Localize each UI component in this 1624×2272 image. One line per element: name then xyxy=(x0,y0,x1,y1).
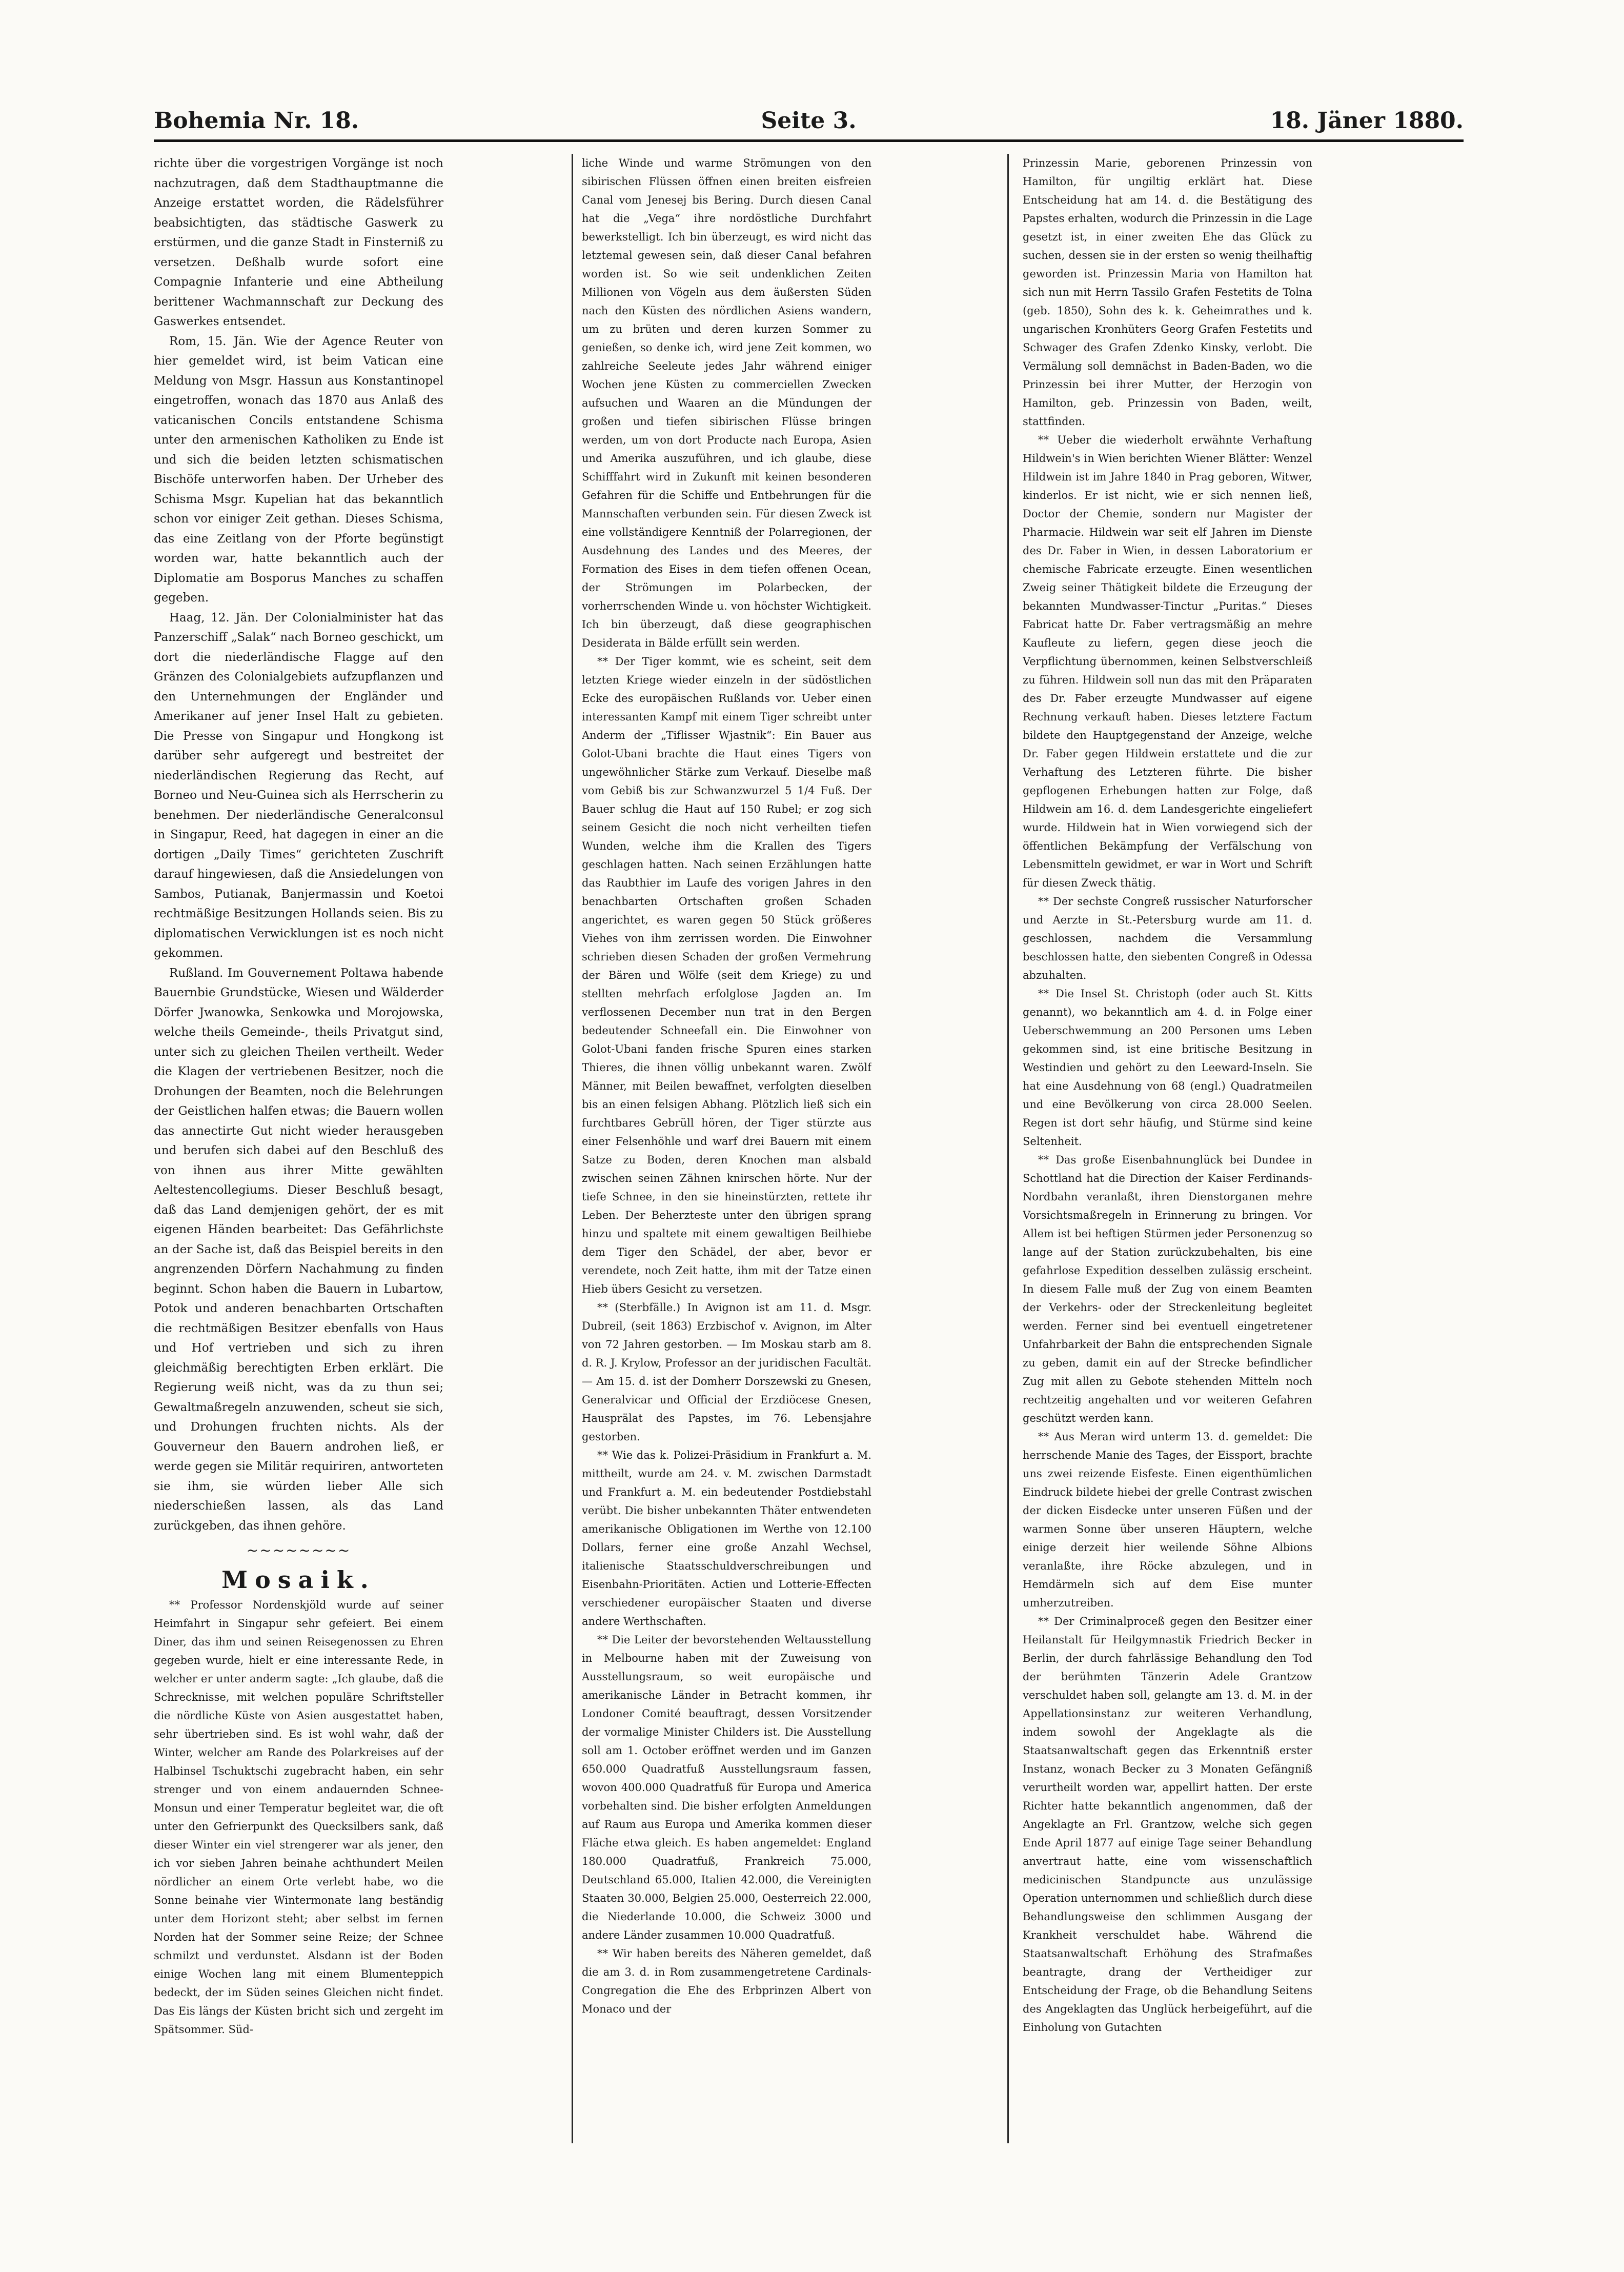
article-paragraph: richte über die vorgestrigen Vorgänge ist noch nachzutragen, daß dem Stadthauptmanne die Anzeige erstattet worden, die Rädelsführer beabsichtigten, das städtische Gaswerk zu erstürmen, und die ganze Stadt in Finsterniß zu versetzen. Deßhalb wurde sofort eine Compagnie Infanterie und eine Abtheilung berittener Wachmannschaft zur Deckung des Gaswerkes entsendet. xyxy=(154,157,443,328)
article-paragraph: ** Aus Meran wird unterm 13. d. gemeldet: Die herrschende Manie des Tages, der Eissport, brachte uns zwei reizende Eisfeste. Einen eigenthümlichen Eindruck bildete hiebei der grelle Contrast zwischen der dicken Eisdecke unter unseren Füßen und der warmen Sonne über unseren Häuptern, welche einige derzeit hier weilende Söhne Albions veranlaßte, ihre Röcke abzulegen, und in Hemdärmeln sich auf dem Eise munter umherzutreiben. xyxy=(1023,1431,1312,1609)
page-header xyxy=(154,108,1464,138)
column-divider xyxy=(1007,154,1009,2143)
section-ornament: ~~~~~~~~ xyxy=(246,1542,351,1559)
article-paragraph: ** Das große Eisenbahnunglück bei Dundee in Schottland hat die Direction der Kaiser Ferdinands-Nordbahn veranlaßt, ihren Dienstorganen mehre Vorsichtsmaßregeln in Erinnerung zu bringen. Vor Allem ist bei heftigen Stürmen jeder Personenzug so lange auf der Station zurückzubehalten, bis eine gefahrlose Expedition desselben zulässig erscheint. In diesem Falle muß der Zug von einem Beamten der Verkehrs- oder der Streckenleitung begleitet werden. Ferner sind bei eventuell eingetretener Unfahrbarkeit der Bahn die entsprechenden Signale zu geben, damit ein auf der Strecke befindlicher Zug mit allen zu Gebote stehenden Mitteln noch rechtzeitig angehalten und vor weiteren Gefahren geschützt werden kann. xyxy=(1023,1154,1312,1424)
article-paragraph: Haag, 12. Jän. Der Colonialminister hat das Panzerschiff „Salak“ nach Borneo geschickt, um dort die niederländische Flagge auf den Gränzen des Colonialgebiets aufzupflanzen und den Unternehmungen der Engländer und Amerikaner auf jener Insel Halt zu gebieten. Die Presse von Singapur und Hongkong ist darüber sehr aufgeregt und bestreitet der niederländischen Regierung das Recht, auf Borneo und Neu-Guinea sich als Herrscherin zu benehmen. Der niederländische Generalconsul in Singapur, Reed, hat dagegen in einer an die dortigen „Daily Times“ gerichteten Zuschrift darauf hingewiesen, daß die Ansiedelungen von Sambos, Putianak, Banjermassin und Koetoi rechtmäßige Besitzungen Hollands seien. Bis zu diplomatischen Verwicklungen ist es noch nicht gekommen. xyxy=(154,611,443,960)
article-paragraph: ** Die Leiter der bevorstehenden Weltausstellung in Melbourne haben mit der Zuweisung von Ausstellungsraum, so weit europäische und amerikanische Länder in Betracht kommen, ihr Londoner Comité beauftragt, dessen Vorsitzender der vormalige Minister Childers ist. Die Ausstellung soll am 1. October eröffnet werden und im Ganzen 650.000 Quadratfuß Ausstellungsraum fassen, wovon 400.000 Quadratfuß für Europa und America vorbehalten sind. Die bisher erfolgten Anmeldungen auf Raum aus Europa und Amerika kommen dieser Fläche etwa gleich. Es haben angemeldet: England 180.000 Quadratfuß, Frankreich 75.000, Deutschland 65.000, Italien 42.000, die Vereinigten Staaten 30.000, Belgien 25.000, Oesterreich 22.000, die Niederlande 10.000, die Schweiz 3000 und andere Länder zusammen 10.000 Quadratfuß. xyxy=(582,1634,871,1941)
article-paragraph: Rußland. Im Gouvernement Poltawa habende Bauernbie Grundstücke, Wiesen und Wälderder Dörfer Jwanowka, Senkowka und Morojowska, welche theils Gemeinde-, theils Privatgut sind, unter sich zu gleichen Theilen vertheilt. Weder die Klagen der vertriebenen Besitzer, noch die Drohungen der Beamten, noch die Belehrungen der Geistlichen halfen etwas; die Bauern wollen das annectirte Gut nicht wieder herausgeben und berufen sich dabei auf den Beschluß des von ihnen aus ihrer Mitte gewählten Aeltestencollegiums. Dieser Beschluß besagt, daß das Land demjenigen gehört, der es mit eigenen Händen bearbeitet: Das Gefährlichste an der Sache ist, daß das Beispiel bereits in den angrenzenden Dörfern Nachahmung zu finden beginnt. Schon haben die Bauern in Lubartow, Potok und anderen benachbarten Ortschaften die rechtmäßigen Besitzer ebenfalls von Haus und Hof vertrieben und sich zu ihren gleichmäßig berechtigten Erben erklärt. Die Regierung weiß nicht, was da zu thun sei; Gewaltmaßregeln anzuwenden, scheut sie sich, und Drohungen fruchten nichts. Als der Gouverneur den Bauern androhen ließ, er werde gegen sie Militär requiriren, antworteten sie ihm, sie würden lieber Alle sich niederschießen lassen, als das Land zurückgeben, das ihnen gehöre. xyxy=(154,966,443,1533)
article-paragraph: ** Der sechste Congreß russischer Naturforscher und Aerzte in St.-Petersburg wurde am 11. d. geschlossen, nachdem die Versammlung beschlossen hatte, den siebenten Congreß in Odessa abzuhalten. xyxy=(1023,895,1312,981)
article-paragraph: liche Winde und warme Strömungen von den sibirischen Flüssen öffnen einen breiten eisfreien Canal vom Jenesej bis Bering. Durch diesen Canal hat die „Vega“ ihre nordöstliche Durchfahrt bewerkstelligt. Ich bin überzeugt, es wird nicht das letztemal gewesen sein, daß dieser Canal befahren worden ist. So wie seit undenklichen Zeiten Millionen von Vögeln aus dem äußersten Süden nach den Küsten des nördlichen Asiens wandern, um zu brüten und deren kurzen Sommer zu genießen, so denke ich, wird jene Zeit kommen, wo zahlreiche Seeleute jedes Jahr während einiger Wochen jene Küsten zu commerciellen Zwecken aufsuchen und Waaren an die Mündungen der großen und tiefen sibirischen Flüsse bringen werden, um von dort Producte nach Europa, Asien und Amerika auszuführen, und ich glaube, diese Schifffahrt wird in Zukunft mit keinen besonderen Gefahren für die Schiffe und Entbehrungen für die Mannschaften verbunden sein. Für diesen Zweck ist eine vollständigere Kenntniß der Polarregionen, der Ausdehnung des Landes und des Meeres, der Formation des Eises in dem tiefen offenen Ocean, der Strömungen im Polarbecken, der vorherrschenden Winde u. von höchster Wichtigkeit. Ich bin überzeugt, daß diese geographischen Desiderata in Bälde erfüllt sein werden. xyxy=(582,157,871,649)
column-2 xyxy=(582,154,871,2143)
header-page-number: Seite 3. xyxy=(761,108,857,134)
header-publication: Bohemia Nr. 18. xyxy=(154,108,359,134)
article-paragraph: ** (Sterbfälle.) In Avignon ist am 11. d. Msgr. Dubreil, (seit 1863) Erzbischof v. Avignon, im Alter von 72 Jahren gestorben. — Im Moskau starb am 8. d. R. J. Krylow, Professor an der juridischen Facultät. — Am 15. d. ist der Domherr Dorszewski zu Gnesen, Generalvicar und Official der Erzdiöcese Gnesen, Hausprälat des Papstes, im 76. Lebensjahre gestorben. xyxy=(582,1301,871,1443)
column-1 xyxy=(154,154,443,2143)
article-paragraph: ** Der Tiger kommt, wie es scheint, seit dem letzten Kriege wieder einzeln in der südöstlichen Ecke des europäischen Rußlands vor. Ueber einen interessanten Kampf mit einem Tiger schreibt unter Anderm der „Tiflisser Wjastnik“: Ein Bauer aus Golot-Ubani brachte die Haut eines Tigers von ungewöhnlicher Stärke zum Verkauf. Dieselbe maß vom Gebiß bis zur Schwanzwurzel 5 1/4 Fuß. Der Bauer schlug die Haut auf 150 Rubel; er zog sich seinem Gesicht die noch nicht verheilten tiefen Wunden, welche ihm die Krallen des Tigers geschlagen hatten. Nach seinen Erzählungen hatte das Raubthier im Laufe des vorigen Jahres in den benachbarten Ortschaften großen Schaden angerichtet, es waren gegen 50 Stück größeres Viehes von ihm zerrissen worden. Die Einwohner schrieben diesen Schaden der großen Vermehrung der Bären und Wölfe (seit dem Kriege) zu und stellten mehrfach erfolglose Jagden an. Im verflossenen December nun trat in den Bergen bedeutender Schneefall ein. Die Einwohner von Golot-Ubani fanden frische Spuren eines starken Thieres, die ihnen völlig unbekannt waren. Zwölf Männer, mit Beilen bewaffnet, verfolgten dieselben bis an einen felsigen Abhang. Plötzlich ließ sich ein furchtbares Gebrüll hören, der Tiger stürzte aus einer Felsenhöhle und warf drei Bauern mit einem Satze zu Boden, deren Knochen man alsbald zwischen seinen Zähnen knirschen hörte. Nur der tiefe Schnee, in den sie hineinstürzten, rettete ihr Leben. Der Beherzteste unter den übrigen sprang hinzu und spaltete mit einem gewaltigen Beilhiebe dem Tiger den Schädel, der aber, bevor er verendete, noch Zeit hatte, ihm mit der Tatze einen Hieb übers Gesicht zu versetzen. xyxy=(582,655,871,1295)
article-paragraph: ** Der Criminalproceß gegen den Besitzer einer Heilanstalt für Heilgymnastik Friedrich Becker in Berlin, der durch fahrlässige Behandlung den Tod der berühmten Tänzerin Adele Grantzow verschuldet haben soll, gelangte am 13. d. M. in der Appellationsinstanz zur weiteren Verhandlung, indem sowohl der Angeklagte als die Staatsanwaltschaft gegen das Erkenntniß erster Instanz, wonach Becker zu 3 Monaten Gefängniß verurtheilt worden war, appellirt hatten. Der erste Richter hatte bekanntlich angenommen, daß der Angeklagte an Frl. Grantzow, welche sich gegen Ende April 1877 auf einige Tage seiner Behandlung anvertraut hatte, eine vom wissenschaftlich medicinischen Standpuncte aus unzulässige Operation unternommen und schließlich durch diese Behandlungsweise den schlimmen Ausgang der Krankheit verschuldet habe. Während die Staatsanwaltschaft Erhöhung des Strafmaßes beantragte, drang der Vertheidiger zur Entscheidung der Frage, ob die Behandlung Seitens des Angeklagten das Unglück herbeigeführt, auf die Einholung von Gutachten xyxy=(1023,1615,1312,2034)
article-paragraph: ** Wir haben bereits des Näheren gemeldet, daß die am 3. d. in Rom zusammengetretene Cardinals-Congregation die Ehe des Erbprinzen Albert von Monaco und der xyxy=(582,1947,871,2015)
header-date: 18. Jäner 1880. xyxy=(1270,108,1464,134)
article-paragraph: ** Professor Nordenskjöld wurde auf seiner Heimfahrt in Singapur sehr gefeiert. Bei einem Diner, das ihm und seinen Reisegenossen zu Ehren gegeben wurde, hielt er eine interessante Rede, in welcher er unter anderm sagte: „Ich glaube, daß die Schrecknisse, mit welchen populäre Schriftsteller die nördliche Küste von Asien ausgestattet haben, sehr übertrieben sind. Es ist wohl wahr, daß der Winter, welcher am Rande des Polarkreises auf der Halbinsel Tschuktschi zugebracht haben, ein sehr strenger und von einem andauernden Schnee-Monsun und einer Temperatur begleitet war, die oft unter den Gefrierpunkt des Quecksilbers sank, daß dieser Winter ein viel strengerer war als jener, den ich vor sieben Jahren beinahe achthundert Meilen nördlicher an einem Orte verlebt habe, wo die Sonne beinahe vier Wintermonate lang beständig unter dem Horizont steht; aber selbst im fernen Norden hat der Sommer seine Reize; der Schnee schmilzt und verdunstet. Alsdann ist der Boden einige Wochen lang mit einem Blumenteppich bedeckt, der im Süden seines Gleichen nicht findet. Das Eis längs der Küsten bricht sich und zergeht im Spätsommer. Süd- xyxy=(154,1599,443,2036)
column-3 xyxy=(1023,154,1312,2143)
column-divider xyxy=(572,154,573,2143)
article-paragraph: Rom, 15. Jän. Wie der Agence Reuter von hier gemeldet wird, ist beim Vatican eine Meldung von Msgr. Hassun aus Konstantinopel eingetroffen, wonach das 1870 aus Anlaß des vaticanischen Concils entstandene Schisma unter den armenischen Katholiken zu Ende ist und sich die beiden letzten schismatischen Bischöfe unterworfen haben. Der Urheber des Schisma Msgr. Kupelian hat das bekanntlich schon vor einiger Zeit gethan. Dieses Schisma, das eine Zeitlang von der Pforte begünstigt worden war, hatte bekanntlich auch der Diplomatie am Bosporus Manches zu schaffen gegeben. xyxy=(154,334,443,605)
article-paragraph: Prinzessin Marie, geborenen Prinzessin von Hamilton, für ungiltig erklärt hat. Diese Entscheidung hat am 14. d. die Bestätigung des Papstes erhalten, wodurch die Prinzessin in die Lage gesetzt ist, in einer zweiten Ehe das Glück zu suchen, dessen sie in der ersten so wenig theilhaftig geworden ist. Prinzessin Maria von Hamilton hat sich nun mit Herrn Tassilo Grafen Festetits de Tolna (geb. 1850), Sohn des k. k. Geheimrathes und k. ungarischen Kronhüters Georg Grafen Festetits und Schwager des Grafen Zdenko Kinsky, verlobt. Die Vermälung soll demnächst in Baden-Baden, wo die Prinzessin bei ihrer Mutter, der Herzogin von Hamilton, geb. Prinzessin von Baden, weilt, stattfinden. xyxy=(1023,157,1312,428)
section-heading: Mosaik. xyxy=(221,1565,376,1594)
article-paragraph: ** Die Insel St. Christoph (oder auch St. Kitts genannt), wo bekanntlich am 4. d. in Folge einer Ueberschwemmung an 200 Personen ums Leben gekommen sind, ist eine britische Besitzung in Westindien und gehört zu den Leeward-Inseln. Sie hat eine Ausdehnung von 68 (engl.) Quadratmeilen und eine Bevölkerung von circa 28.000 Seelen. Regen ist dort sehr häufig, und Stürme sind keine Seltenheit. xyxy=(1023,988,1312,1148)
header-rule xyxy=(154,139,1464,142)
article-paragraph: ** Wie das k. Polizei-Präsidium in Frankfurt a. M. mittheilt, wurde am 24. v. M. zwischen Darmstadt und Frankfurt a. M. ein bedeutender Postdiebstahl verübt. Die bisher unbekannten Thäter entwendeten amerikanische Obligationen im Werthe von 12.100 Dollars, ferner eine große Anzahl Wechsel, italienische Staatsschuldverschreibungen und Eisenbahn-Prioritäten. Actien und Lotterie-Effecten verschiedener europäischer Staaten und diverse andere Werthschaften. xyxy=(582,1449,871,1627)
article-paragraph: ** Ueber die wiederholt erwähnte Verhaftung Hildwein's in Wien berichten Wiener Blätter: Wenzel Hildwein ist im Jahre 1840 in Prag geboren, Witwer, kinderlos. Er ist nicht, wie er sich nennen ließ, Doctor der Chemie, sondern nur Magister der Pharmacie. Hildwein war seit elf Jahren im Dienste des Dr. Faber in Wien, in dessen Laboratorium er chemische Fabricate erzeugte. Einen wesentlichen Zweig seiner Thätigkeit bildete die Erzeugung der bekannten Mundwasser-Tinctur „Puritas.“ Dieses Fabricat hatte Dr. Faber vertragsmäßig an mehre Kaufleute zu liefern, gegen diese jeoch die Verpflichtung übernommen, keinen Selbstverschleiß zu führen. Hildwein soll nun das mit den Präparaten des Dr. Faber erzeugte Mundwasser auf eigene Rechnung verkauft haben. Dieses letztere Factum bildete den Hauptgegenstand der Anzeige, welche Dr. Faber gegen Hildwein erstattete und die zur Verhaftung des Letzteren führte. Die bisher gepflogenen Erhebungen hatten zur Folge, daß Hildwein am 16. d. dem Landesgerichte eingeliefert wurde. Hildwein hat in Wien vorwiegend sich der öffentlichen Bekämpfung der Verfälschung von Lebensmitteln gewidmet, er war in Wort und Schrift für diesen Zweck thätig. xyxy=(1023,434,1312,889)
